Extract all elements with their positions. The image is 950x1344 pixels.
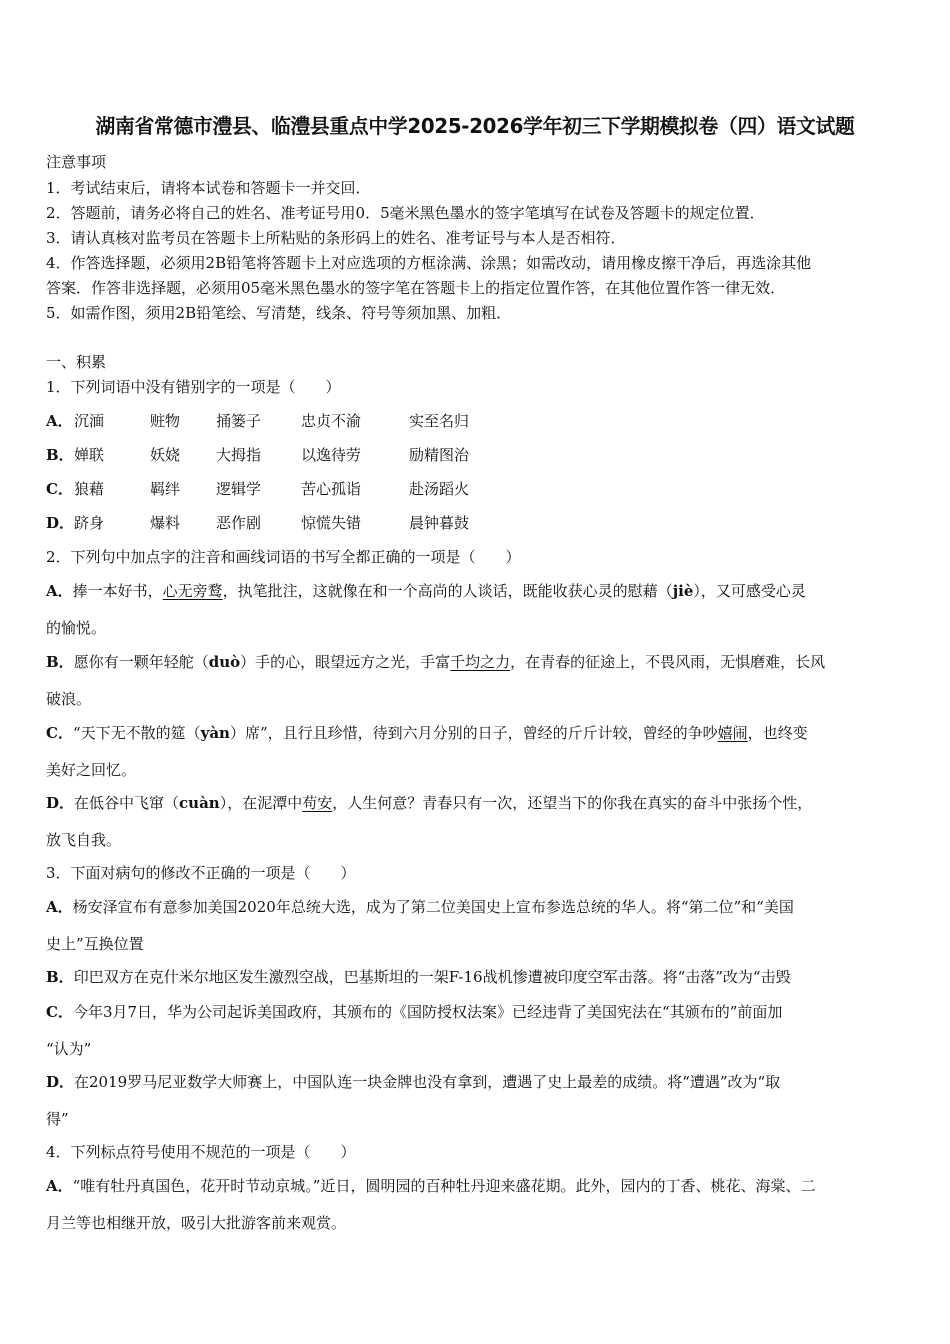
- pinyin: duò: [208, 653, 241, 671]
- option-word: 惊慌失错: [301, 514, 362, 532]
- option-label: D．: [46, 514, 75, 532]
- option-text: ，人生何意？青春只有一次，还望当下的你我在真实的奋斗中张扬个性，: [332, 794, 813, 812]
- option-text: 捧一本好书，: [72, 582, 163, 600]
- underlined-word: 苟安: [302, 794, 333, 812]
- q2-option-c-cont: 美好之回忆。: [46, 761, 137, 779]
- option-word: 沉湎: [74, 412, 105, 430]
- option-label: A．: [46, 412, 73, 430]
- notice-item: 1．考试结束后，请将本试卷和答题卡一并交回．: [46, 179, 371, 197]
- pinyin: cuàn: [179, 794, 220, 812]
- option-text: “唯有牡丹真国色，花开时节动京城。”近日，圆明园的百种牡丹迎来盛花期。此外，园内的丁香、桃花、海棠、二: [72, 1177, 816, 1195]
- option-word: 大拇指: [216, 446, 262, 464]
- q2-option-d: [46, 792, 812, 813]
- section-heading: 一、积累: [46, 353, 107, 371]
- q3-option-a: [46, 896, 794, 917]
- notice-heading: 注意事项: [46, 153, 107, 171]
- option-label: C．: [46, 1003, 73, 1021]
- option-text: 杨安泽宣布有意参加美国2020年总统大选，成为了第二位美国史上宣布参选总统的华人。将“第二位”和“美国: [72, 898, 794, 916]
- underlined-word: 心无旁鹜: [162, 582, 223, 600]
- option-text: 在低谷中飞窜（: [74, 794, 180, 812]
- option-word: 捅篓子: [216, 412, 262, 430]
- option-text: “天下无不散的筵（: [72, 724, 201, 742]
- question-3-stem: 3．下面对病句的修改不正确的一项是（ ）: [46, 864, 356, 882]
- option-label: C．: [46, 724, 73, 742]
- q3-option-c: [46, 1001, 782, 1022]
- notice-item: 3．请认真核对监考员在答题卡上所粘贴的条形码上的姓名、准考证号与本人是否相符．: [46, 229, 626, 247]
- option-word: 逻辑学: [216, 480, 262, 498]
- option-text: ）手的心，眼望远方之光，手富: [240, 653, 451, 671]
- option-word: 实至名归: [409, 412, 470, 430]
- option-text: ，执笔批注，这就像在和一个高尚的人谈话，既能收获心灵的慰藉（: [222, 582, 673, 600]
- q2-option-d-cont: 放飞自我。: [46, 831, 122, 849]
- q3-option-a-cont: 史上”互换位置: [46, 935, 144, 953]
- q2-option-b-cont: 破浪。: [46, 690, 92, 708]
- option-word: 爆料: [150, 514, 181, 532]
- option-text: 在2019罗马尼亚数学大师赛上，中国队连一块金牌也没有拿到，遭遇了史上最差的成绩。将“遭遇”改为“取: [74, 1073, 781, 1091]
- option-label: D．: [46, 794, 75, 812]
- question-2-stem: 2．下列句中加点字的注音和画线词语的书写全都正确的一项是（ ）: [46, 548, 521, 566]
- option-word: 以逸待劳: [301, 446, 362, 464]
- q2-option-c: [46, 722, 808, 743]
- option-text: ），又可感受心灵: [693, 582, 806, 600]
- q2-option-a-cont: 的愉悦。: [46, 619, 107, 637]
- q3-option-d-cont: 得”: [46, 1110, 69, 1128]
- option-word: 狼藉: [74, 480, 105, 498]
- question-1-stem: 1．下列词语中没有错别字的一项是（ ）: [46, 378, 341, 396]
- notice-item: 2．答题前，请务必将自己的姓名、准考证号用0．5毫米黑色墨水的签字笔填写在试卷及答题卡的规定位置．: [46, 204, 765, 222]
- underlined-word: 嬉闹: [717, 724, 748, 742]
- option-label: B．: [46, 446, 74, 464]
- q4-option-a: [46, 1175, 815, 1196]
- question-4-stem: 4．下列标点符号使用不规范的一项是（ ）: [46, 1143, 356, 1161]
- option-word: 忠贞不渝: [301, 412, 362, 430]
- option-word: 赴汤蹈火: [409, 480, 470, 498]
- option-text: ，在青春的征途上，不畏风雨，无惧磨难，长风: [510, 653, 826, 671]
- option-word: 恶作剧: [216, 514, 262, 532]
- option-text: ），在泥潭中: [219, 794, 303, 812]
- q4-option-a-cont: 月兰等也相继开放，吸引大批游客前来观赏。: [46, 1214, 347, 1232]
- q3-option-b: [46, 966, 791, 987]
- q3-option-d: [46, 1071, 780, 1092]
- option-text: 今年3月7日，华为公司起诉美国政府，其颁布的《国防授权法案》已经违背了美国宪法在“其颁布的”前面加: [72, 1003, 783, 1021]
- option-text: ，也终变: [747, 724, 808, 742]
- option-label: A．: [46, 1177, 73, 1195]
- option-word: 苦心孤诣: [301, 480, 362, 498]
- option-label: D．: [46, 1073, 75, 1091]
- option-text: 印巴双方在克什米尔地区发生激烈空战，巴基斯坦的一架F-16战机惨遭被印度空军击落。将“击落”改为“击毁: [73, 968, 791, 986]
- option-word: 赃物: [150, 412, 181, 430]
- notice-item: 答案．作答非选择题，必须用05毫米黑色墨水的签字笔在答题卡上的指定位置作答，在其他位置作答一律无效．: [46, 279, 786, 297]
- notice-item: 5．如需作图，须用2B铅笔绘、写清楚，线条、符号等须加黑、加粗．: [46, 304, 512, 322]
- q2-option-a: [46, 580, 806, 601]
- notice-item: 4．作答选择题，必须用2B铅笔将答题卡上对应选项的方框涂满、涂黑；如需改动，请用橡皮擦干净后，再选涂其他: [46, 254, 812, 272]
- option-word: 跻身: [74, 514, 105, 532]
- page-title: 湖南省常德市澧县、临澧县重点中学2025-2026学年初三下学期模拟卷（四）语文试题: [95, 114, 855, 138]
- option-label: B．: [46, 653, 74, 671]
- option-label: B．: [46, 968, 74, 986]
- option-word: 晨钟暮鼓: [409, 514, 470, 532]
- q2-option-b: [46, 651, 825, 672]
- pinyin: jiè: [672, 582, 694, 600]
- option-word: 羁绊: [150, 480, 181, 498]
- option-word: 婵联: [74, 446, 105, 464]
- pinyin: yàn: [200, 724, 230, 742]
- q3-option-c-cont: “认为”: [46, 1040, 92, 1058]
- option-text: ）席”，且行且珍惜，待到六月分别的日子，曾经的斤斤计较，曾经的争吵: [229, 724, 718, 742]
- option-text: 愿你有一颗年轻舵（: [73, 653, 209, 671]
- option-word: 励精图治: [409, 446, 470, 464]
- option-label: A．: [46, 582, 73, 600]
- option-label: A．: [46, 898, 73, 916]
- underlined-word: 千均之力: [450, 653, 511, 671]
- option-label: C．: [46, 480, 73, 498]
- option-word: 妖娆: [150, 446, 181, 464]
